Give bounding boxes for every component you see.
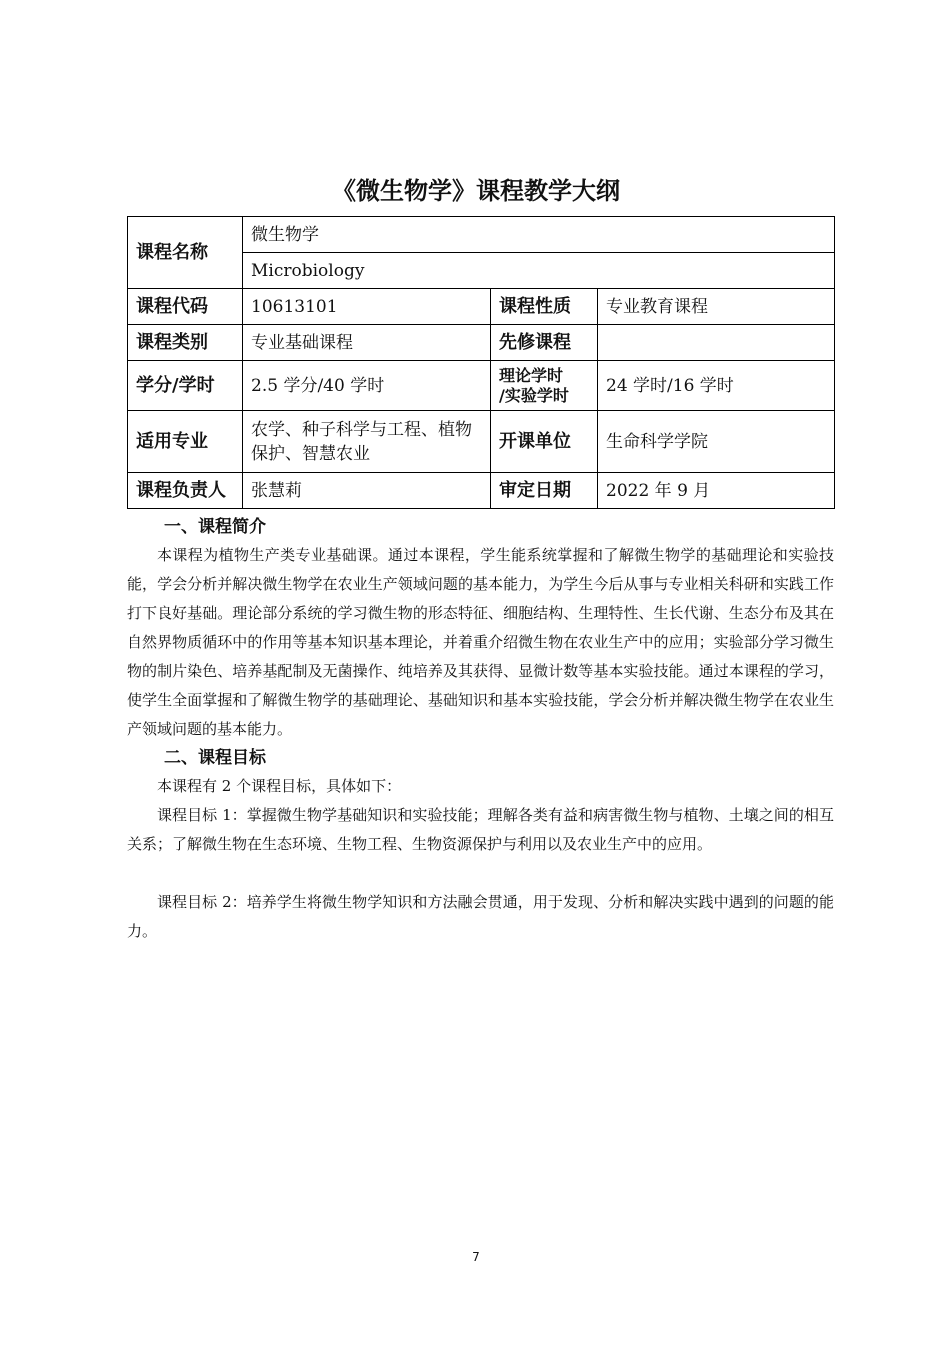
goals-intro: 本课程有 2 个课程目标，具体如下： (157, 777, 402, 795)
course-nature: 专业教育课程 (598, 289, 835, 325)
credits-label: 学分/学时 (128, 361, 243, 411)
table-row (128, 325, 835, 361)
review-date-label: 审定日期 (491, 473, 598, 509)
majors: 农学、种子科学与工程、植物保护、智慧农业 (243, 411, 491, 473)
course-code: 10613101 (243, 289, 491, 325)
department: 生命科学学院 (598, 411, 835, 473)
table-row (128, 361, 835, 411)
instructor-label: 课程负责人 (128, 473, 243, 509)
table-row (128, 473, 835, 509)
course-name-en: Microbiology (243, 253, 835, 289)
prerequisite (598, 325, 835, 361)
credits: 2.5 学分/40 学时 (243, 361, 491, 411)
course-category-label: 课程类别 (128, 325, 243, 361)
theory-lab-hours: 24 学时/16 学时 (598, 361, 835, 411)
goal-1-paragraph: 课程目标 1：掌握微生物学基础知识和实验技能；理解各类有益和病害微生物与植物、土壤之间的相互关系；了解微生物在生态环境、生物工程、生物资源保护与利用以及农业生产中的应用。 (127, 806, 834, 853)
department-label: 开课单位 (491, 411, 598, 473)
course-nature-label: 课程性质 (491, 289, 598, 325)
lab-hours-label: /实验学时 (499, 385, 569, 405)
intro-heading: 一、课程简介 (164, 517, 266, 537)
majors-label: 适用专业 (128, 411, 243, 473)
review-date: 2022 年 9 月 (598, 473, 835, 509)
table-row (128, 289, 835, 325)
theory-hours-label: 理论学时 (499, 365, 564, 385)
goals-heading: 二、课程目标 (164, 748, 266, 768)
page-number: 7 (472, 1250, 480, 1264)
course-info-table (127, 216, 835, 509)
instructor: 张慧莉 (243, 473, 491, 509)
page-title: 《微生物学》课程教学大纲 (332, 177, 620, 205)
course-category: 专业基础课程 (243, 325, 491, 361)
prerequisite-label: 先修课程 (491, 325, 598, 361)
course-code-label: 课程代码 (128, 289, 243, 325)
theory-lab-hours-label (491, 361, 598, 411)
course-name-label: 课程名称 (128, 217, 243, 289)
course-name-cn: 微生物学 (243, 217, 835, 253)
table-row (128, 411, 835, 473)
table-row (128, 217, 835, 253)
goal-2-paragraph: 课程目标 2：培养学生将微生物学知识和方法融会贯通，用于发现、分析和解决实践中遇到的问题的能力。 (127, 893, 834, 940)
intro-paragraph: 本课程为植物生产类专业基础课。通过本课程，学生能系统掌握和了解微生物学的基础理论和实验技能，学会分析并解决微生物学在农业生产领域问题的基本能力，为学生今后从事与专业相关科研和实践工作打下良好基础。理论部分系统的学习微生物的形态特征、细胞结构、生理特性、生长代谢、生态分布及其在自然界物质循环中的作用等基本知识基本理论，并着重介绍微生物在农业生产中的应用；实验部分学习微生物的制片染色、培养基配制及无菌操作、纯培养及其获得、显微计数等基本实验技能。通过本课程的学习，使学生全面掌握和了解微生物学的基础理论、基础知识和基本实验技能，学会分析并解决微生物学在农业生产领域问题的基本能力。 (127, 546, 834, 738)
